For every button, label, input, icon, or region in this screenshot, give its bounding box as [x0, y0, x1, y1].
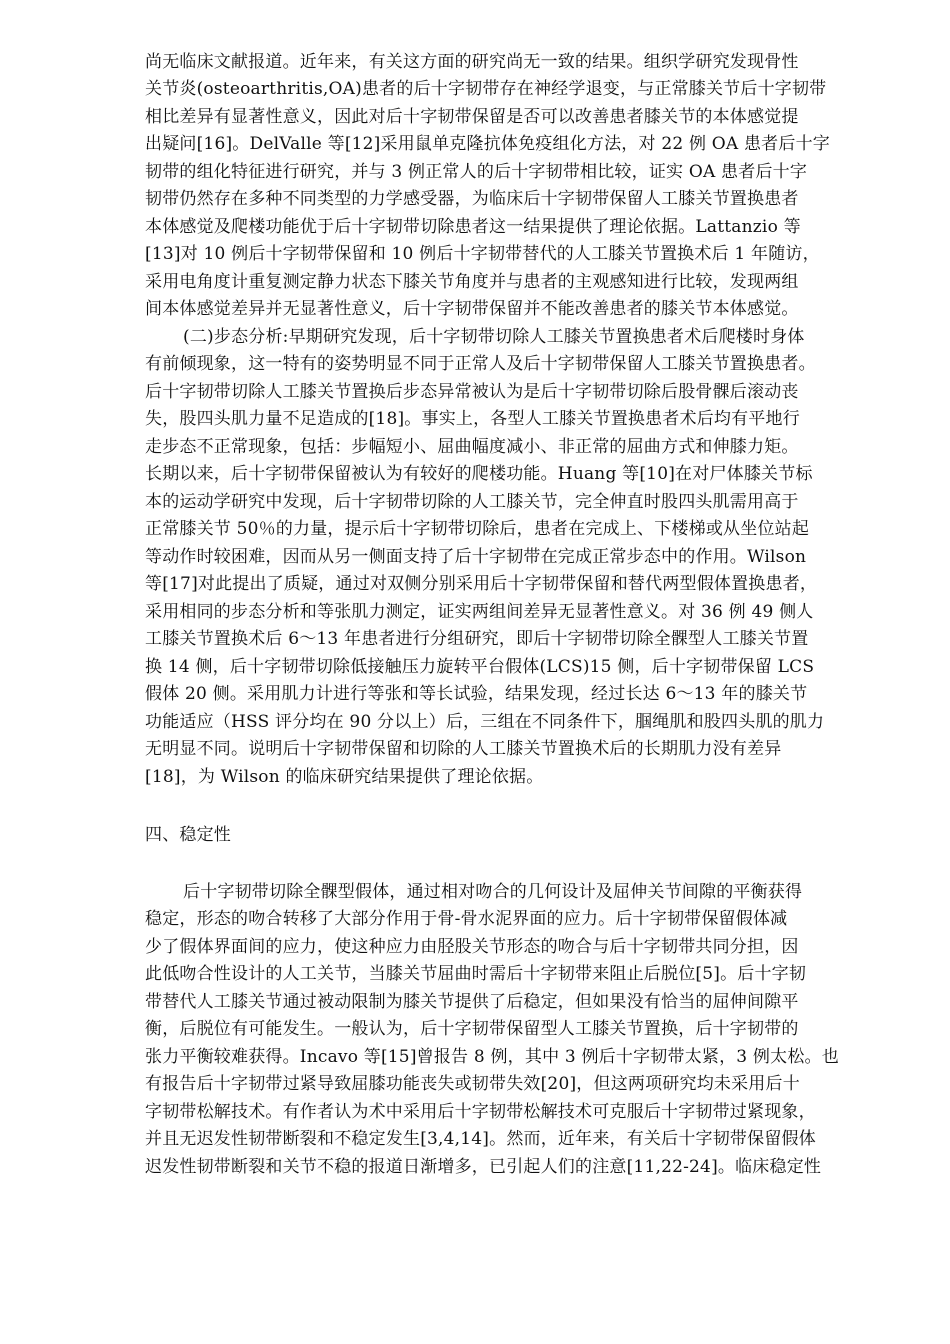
text-line: 本体感觉及爬楼功能优于后十字韧带切除患者这一结果提供了理论依据。Lattanzio 等 — [145, 217, 801, 237]
text-line: 后十字韧带切除人工膝关节置换后步态异常被认为是后十字韧带切除后股骨髁后滚动丧 — [145, 382, 799, 402]
text-line: 无明显不同。说明后十字韧带保留和切除的人工膝关节置换术后的长期肌力没有差异 — [145, 739, 782, 759]
section-heading: 四、稳定性 — [145, 825, 231, 845]
text-line: 有报告后十字韧带过紧导致屈膝功能丧失或韧带失效[20]，但这两项研究均未采用后十 — [145, 1074, 800, 1094]
paragraph-start-line: (二)步态分析:早期研究发现，后十字韧带切除人工膝关节置换患者术后爬楼时身体 — [183, 327, 805, 347]
text-line: 假体 20 侧。采用肌力计进行等张和等长试验，结果发现，经过长达 6～13 年的膝关节 — [145, 684, 808, 704]
text-line: 功能适应（HSS 评分均在 90 分以上）后，三组在不同条件下，腘绳肌和股四头肌的肌力 — [145, 712, 825, 732]
text-line: 出疑问[16]。DelValle 等[12]采用鼠单克隆抗体免疫组化方法，对 22 例 OA 患者后十字 — [145, 134, 830, 154]
text-line: 长期以来，后十字韧带保留被认为有较好的爬楼功能。Huang 等[10]在对尸体膝关节标 — [145, 464, 813, 484]
text-line: 张力平衡较难获得。Incavo 等[15]曾报告 8 例，其中 3 例后十字韧带太紧，3 例太松。也 — [145, 1047, 839, 1067]
paragraph-start-line: 后十字韧带切除全髁型假体，通过相对吻合的几何设计及屈伸关节间隙的平衡获得 — [183, 882, 803, 902]
text-line: 关节炎(osteoarthritis,OA)患者的后十字韧带存在神经学退变，与正常膝关节后十字韧带 — [145, 79, 827, 99]
text-line: 本的运动学研究中发现，后十字韧带切除的人工膝关节，完全伸直时股四头肌需用高于 — [145, 492, 799, 512]
text-line: 字韧带松解技术。有作者认为术中采用后十字韧带松解技术可克服后十字韧带过紧现象， — [145, 1102, 816, 1122]
text-line: 走步态不正常现象，包括：步幅短小、屈曲幅度减小、非正常的屈曲方式和伸膝力矩。 — [145, 437, 799, 457]
text-line: 失，股四头肌力量不足造成的[18]。事实上，各型人工膝关节置换患者术后均有平地行 — [145, 409, 800, 429]
text-line: 尚无临床文献报道。近年来，有关这方面的研究尚无一致的结果。组织学研究发现骨性 — [145, 52, 799, 72]
text-line: [18]，为 Wilson 的临床研究结果提供了理论依据。 — [145, 767, 544, 787]
text-line: 有前倾现象，这一特有的姿势明显不同于正常人及后十字韧带保留人工膝关节置换患者。 — [145, 354, 816, 374]
text-line: 少了假体界面间的应力，使这种应力由胫股关节形态的吻合与后十字韧带共同分担，因 — [145, 937, 799, 957]
text-line: 等动作时较困难，因而从另一侧面支持了后十字韧带在完成正常步态中的作用。Wilson — [145, 547, 807, 567]
text-line: 此低吻合性设计的人工关节，当膝关节屈曲时需后十字韧带来阻止后脱位[5]。后十字韧 — [145, 964, 807, 984]
text-line: 韧带仍然存在多种不同类型的力学感受器，为临床后十字韧带保留人工膝关节置换患者 — [145, 189, 799, 209]
text-line: 采用相同的步态分析和等张肌力测定，证实两组间差异无显著性意义。对 36 例 49 侧人 — [145, 602, 814, 622]
text-line: 正常膝关节 50％的力量，提示后十字韧带切除后，患者在完成上、下楼梯或从坐位站起 — [145, 519, 810, 539]
text-line: 带替代人工膝关节通过被动限制为膝关节提供了后稳定，但如果没有恰当的屈伸间隙平 — [145, 992, 799, 1012]
text-line: 工膝关节置换术后 6～13 年患者进行分组研究，即后十字韧带切除全髁型人工膝关节置 — [145, 629, 809, 649]
text-line: 稳定，形态的吻合转移了大部分作用于骨-骨水泥界面的应力。后十字韧带保留假体减 — [145, 909, 788, 929]
text-line: [13]对 10 例后十字韧带保留和 10 例后十字韧带替代的人工膝关节置换术后 1 年随访， — [145, 244, 820, 264]
text-line: 换 14 侧，后十字韧带切除低接触压力旋转平台假体(LCS)15 侧，后十字韧带保留 LCS — [145, 657, 815, 677]
text-line: 相比差异有显著性意义，因此对后十字韧带保留是否可以改善患者膝关节的本体感觉提 — [145, 107, 799, 127]
text-line: 迟发性韧带断裂和关节不稳的报道日渐增多，已引起人们的注意[11,22-24]。临床稳定性 — [145, 1157, 822, 1177]
text-line: 采用电角度计重复测定静力状态下膝关节角度并与患者的主观感知进行比较，发现两组 — [145, 272, 799, 292]
text-line: 等[17]对此提出了质疑，通过对双侧分别采用后十字韧带保留和替代两型假体置换患者， — [145, 574, 818, 594]
text-line: 衡，后脱位有可能发生。一般认为，后十字韧带保留型人工膝关节置换，后十字韧带的 — [145, 1019, 799, 1039]
text-line: 间本体感觉差异并无显著性意义，后十字韧带保留并不能改善患者的膝关节本体感觉。 — [145, 299, 799, 319]
text-line: 韧带的组化特征进行研究，并与 3 例正常人的后十字韧带相比较，证实 OA 患者后十字 — [145, 162, 808, 182]
text-line: 并且无迟发性韧带断裂和不稳定发生[3,4,14]。然而，近年来，有关后十字韧带保留假体 — [145, 1129, 816, 1149]
